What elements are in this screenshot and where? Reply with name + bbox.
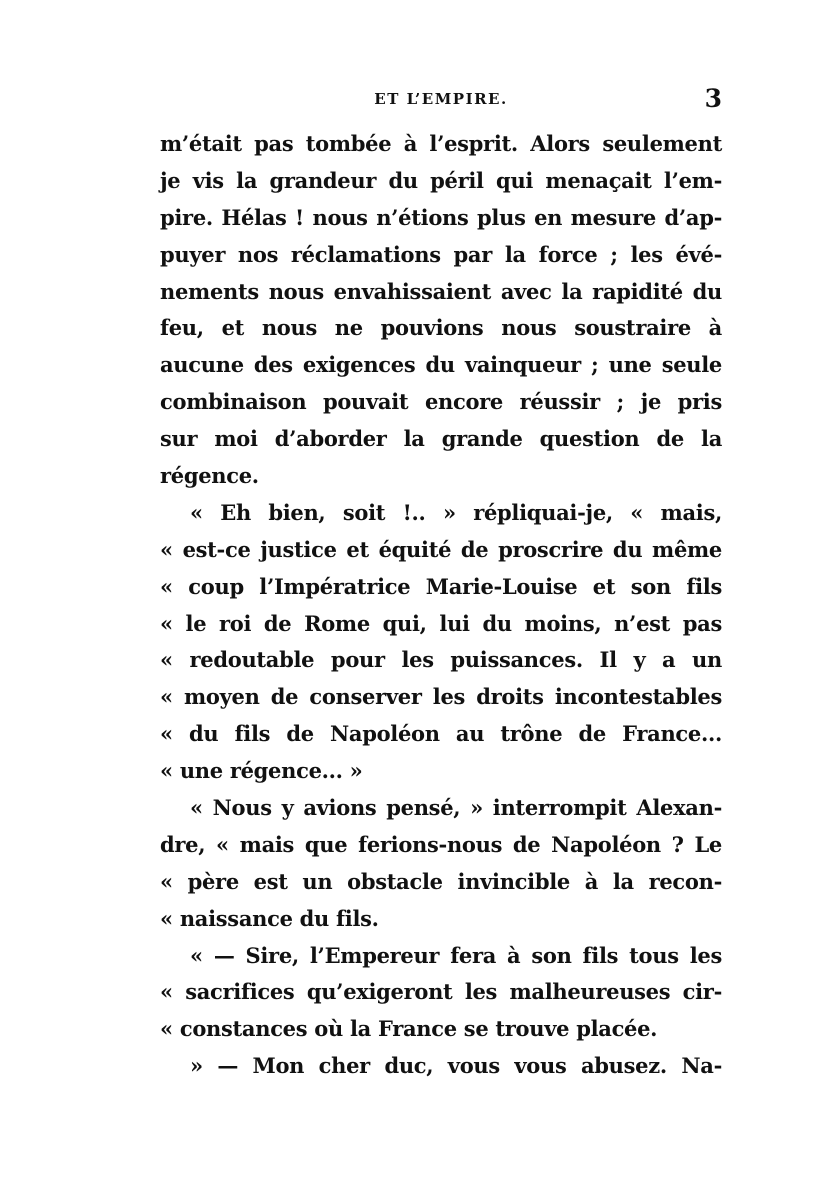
body-text bbox=[160, 126, 722, 1085]
text-line: « redoutable pour les puissances. Il y a un bbox=[160, 647, 722, 673]
text-line: « une régence... » bbox=[160, 758, 363, 784]
running-title: ET L’EMPIRE. bbox=[374, 90, 508, 108]
text-line: « — Sire, l’Empereur fera à son fils tous les bbox=[190, 942, 722, 968]
text-line: régence. bbox=[160, 463, 259, 489]
text-line: m’était pas tombée à l’esprit. Alors seulement bbox=[160, 131, 722, 156]
text-line: « moyen de conserver les droits incontestables bbox=[160, 684, 722, 710]
text-line: » — Mon cher duc, vous vous abusez. Na- bbox=[190, 1053, 722, 1079]
text-line: sur moi d’aborder la grande question de la bbox=[160, 426, 722, 452]
text-line: pire. Hélas ! nous n’étions plus en mesure d’ap- bbox=[160, 204, 722, 230]
text-line: « coup l’Impératrice Marie-Louise et son fils bbox=[160, 573, 722, 599]
text-line: dre, « mais que ferions-nous de Napoléon ? Le bbox=[160, 831, 722, 857]
text-line: « naissance du fils. bbox=[160, 905, 379, 931]
running-head bbox=[160, 86, 722, 116]
text-line: aucune des exigences du vainqueur ; une seule bbox=[160, 352, 722, 378]
page-number: 3 bbox=[704, 84, 722, 113]
text-line: feu, et nous ne pouvions nous soustraire à bbox=[160, 315, 722, 341]
text-line: « Nous y avions pensé, » interrompit Alexan- bbox=[190, 795, 722, 821]
text-line: « sacrifices qu’exigeront les malheureuses cir- bbox=[160, 979, 722, 1005]
text-line: « est-ce justice et équité de proscrire du même bbox=[160, 536, 722, 562]
text-line: puyer nos réclamations par la force ; les évé- bbox=[160, 241, 722, 267]
text-line: « le roi de Rome qui, lui du moins, n’est pas bbox=[160, 610, 722, 636]
text-line: « père est un obstacle invincible à la recon- bbox=[160, 868, 722, 894]
text-line: « Eh bien, soit !.. » répliquai-je, « mais, bbox=[190, 499, 722, 525]
text-line: nements nous envahissaient avec la rapidité du bbox=[160, 278, 722, 304]
text-line: combinaison pouvait encore réussir ; je pris bbox=[160, 389, 722, 415]
text-line: je vis la grandeur du péril qui menaçait l’em- bbox=[160, 167, 722, 193]
text-line: « du fils de Napoléon au trône de France... bbox=[160, 721, 722, 747]
text-line: « constances où la France se trouve placée. bbox=[160, 1016, 658, 1042]
